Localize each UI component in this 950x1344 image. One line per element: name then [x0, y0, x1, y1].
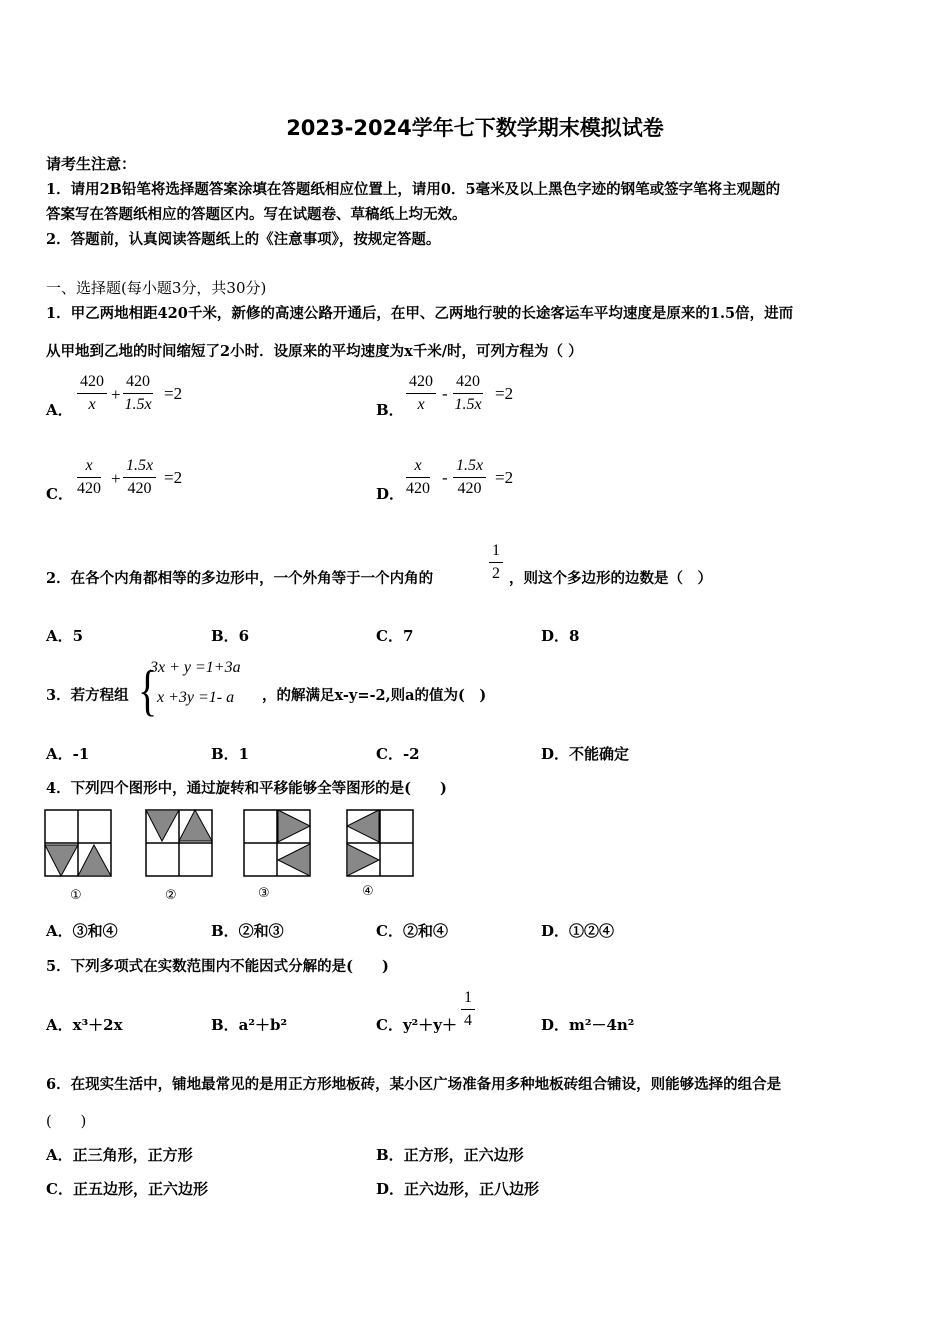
minus-sign: - — [442, 384, 448, 403]
equals-two: =2 — [164, 468, 183, 487]
q4-figure-2-label: ② — [165, 888, 177, 903]
q1-option-d-label[interactable]: D． — [376, 485, 405, 503]
q4-option-c[interactable]: C．②和④ — [376, 922, 448, 940]
q4-figure-3-label: ③ — [258, 886, 270, 901]
q4-option-a[interactable]: A．③和④ — [46, 922, 118, 940]
q4-figure-1 — [44, 809, 114, 879]
q1-c-frac2: $\frac{1.5x}{420}$ — [123, 455, 156, 500]
q4-figure-4 — [346, 809, 416, 879]
notice-line2: 2．答题前，认真阅读答题纸上的《注意事项》，按规定答题。 — [46, 231, 441, 248]
q1-d-frac2: $\frac{1.5x}{420}$ — [453, 455, 486, 500]
q1-line1: 1．甲乙两地相距420千米，新修的高速公路开通后，在甲、乙两地行驶的长途客运车平均速度是原来的1.5倍，进而 — [46, 305, 794, 322]
q3-equation-1: 3x + y =1+3a — [150, 659, 241, 676]
q5-option-b[interactable]: B．a²＋b² — [211, 1016, 288, 1034]
q3-option-a[interactable]: A．-1 — [46, 745, 90, 763]
q1-option-a-label[interactable]: A． — [46, 401, 73, 419]
minus-sign: - — [442, 468, 448, 487]
q6-line2: ( ) — [46, 1114, 87, 1130]
q1-option-b-label[interactable]: B． — [376, 401, 404, 419]
q1-line2: 从甲地到乙地的时间缩短了2小时．设原来的平均速度为x千米/时，可列方程为（ ） — [46, 343, 583, 360]
q2-text-before: 2．在各个内角都相等的多边形中，一个外角等于一个内角的 — [46, 570, 434, 587]
q3-text-after: ，的解满足x-y=-2,则a的值为( ) — [262, 687, 487, 704]
q1-d-frac1: $\frac{x}{420}$ — [406, 457, 430, 497]
q5-c-fraction: $\frac{1}{4}$ — [461, 987, 475, 1032]
q4-figure-2 — [145, 809, 215, 879]
q4-option-d[interactable]: D．①②④ — [541, 922, 615, 940]
q2-fraction: $\frac{1}{2}$ — [489, 540, 503, 585]
q3-option-b[interactable]: B．1 — [211, 745, 250, 763]
q2-option-d[interactable]: D．8 — [541, 627, 580, 645]
equals-two: =2 — [164, 384, 183, 403]
q3-option-c[interactable]: C．-2 — [376, 745, 420, 763]
notice-line1b: 答案写在答题纸相应的答题区内。写在试题卷、草稿纸上均无效。 — [46, 206, 467, 223]
q4-figure-3 — [243, 809, 313, 879]
q5-option-c[interactable]: C．y²＋y＋ — [376, 1016, 457, 1034]
section-heading: 一、选择题(每小题3分，共30分) — [46, 279, 267, 297]
plus-sign: + — [111, 385, 121, 404]
q2-text-after: ，则这个多边形的边数是（ ） — [509, 570, 712, 587]
q1-b-frac2: $\frac{420}{1.5x}$ — [454, 373, 482, 413]
q4-option-b[interactable]: B．②和③ — [211, 922, 284, 940]
q5-text: 5．下列多项式在实数范围内不能因式分解的是( ) — [46, 958, 389, 975]
q1-a-frac2: $\frac{420}{1.5x}$ — [124, 373, 152, 413]
q6-option-b[interactable]: B．正方形，正六边形 — [376, 1146, 524, 1164]
q1-a-frac1: $\frac{420}{x}$ — [77, 371, 107, 416]
q1-c-frac1: $\frac{x}{420}$ — [77, 457, 101, 497]
equals-two: =2 — [495, 384, 514, 403]
plus-sign: + — [111, 469, 121, 488]
q4-text: 4．下列四个图形中，通过旋转和平移能够全等图形的是( ) — [46, 780, 447, 797]
q1-b-frac1: $\frac{420}{x}$ — [406, 371, 436, 416]
q6-option-d[interactable]: D．正六边形，正八边形 — [376, 1180, 540, 1198]
q2-option-b[interactable]: B．6 — [211, 627, 250, 645]
q5-option-a[interactable]: A．x³＋2x — [46, 1016, 123, 1034]
q6-option-a[interactable]: A．正三角形，正方形 — [46, 1146, 193, 1164]
q1-option-c-label[interactable]: C． — [46, 485, 73, 503]
q2-option-c[interactable]: C．7 — [376, 627, 414, 645]
q6-line1: 6．在现实生活中，铺地最常见的是用正方形地板砖，某小区广场准备用多种地板砖组合铺设，则能够选择的组合是 — [46, 1076, 782, 1093]
page-title: 2023-2024学年七下数学期末模拟试卷 — [286, 116, 664, 140]
q4-figure-4-label: ④ — [362, 884, 374, 899]
q6-option-c[interactable]: C．正五边形，正六边形 — [46, 1180, 208, 1198]
q5-option-d[interactable]: D．m²－4n² — [541, 1016, 635, 1034]
q3-option-d[interactable]: D．不能确定 — [541, 745, 630, 763]
equals-two: =2 — [495, 468, 514, 487]
q4-figure-1-label: ① — [70, 888, 82, 903]
q3-text-before: 3．若方程组 — [46, 687, 129, 704]
notice-line1a: 1．请用2B铅笔将选择题答案涂填在答题纸相应位置上，请用0．5毫米及以上黑色字迹的钢笔或签字笔将主观题的 — [46, 181, 781, 198]
system-brace: { — [138, 658, 158, 722]
q2-option-a[interactable]: A．5 — [46, 627, 84, 645]
q3-equation-2: x +3y =1- a — [157, 689, 235, 706]
notice-heading: 请考生注意： — [46, 155, 137, 173]
